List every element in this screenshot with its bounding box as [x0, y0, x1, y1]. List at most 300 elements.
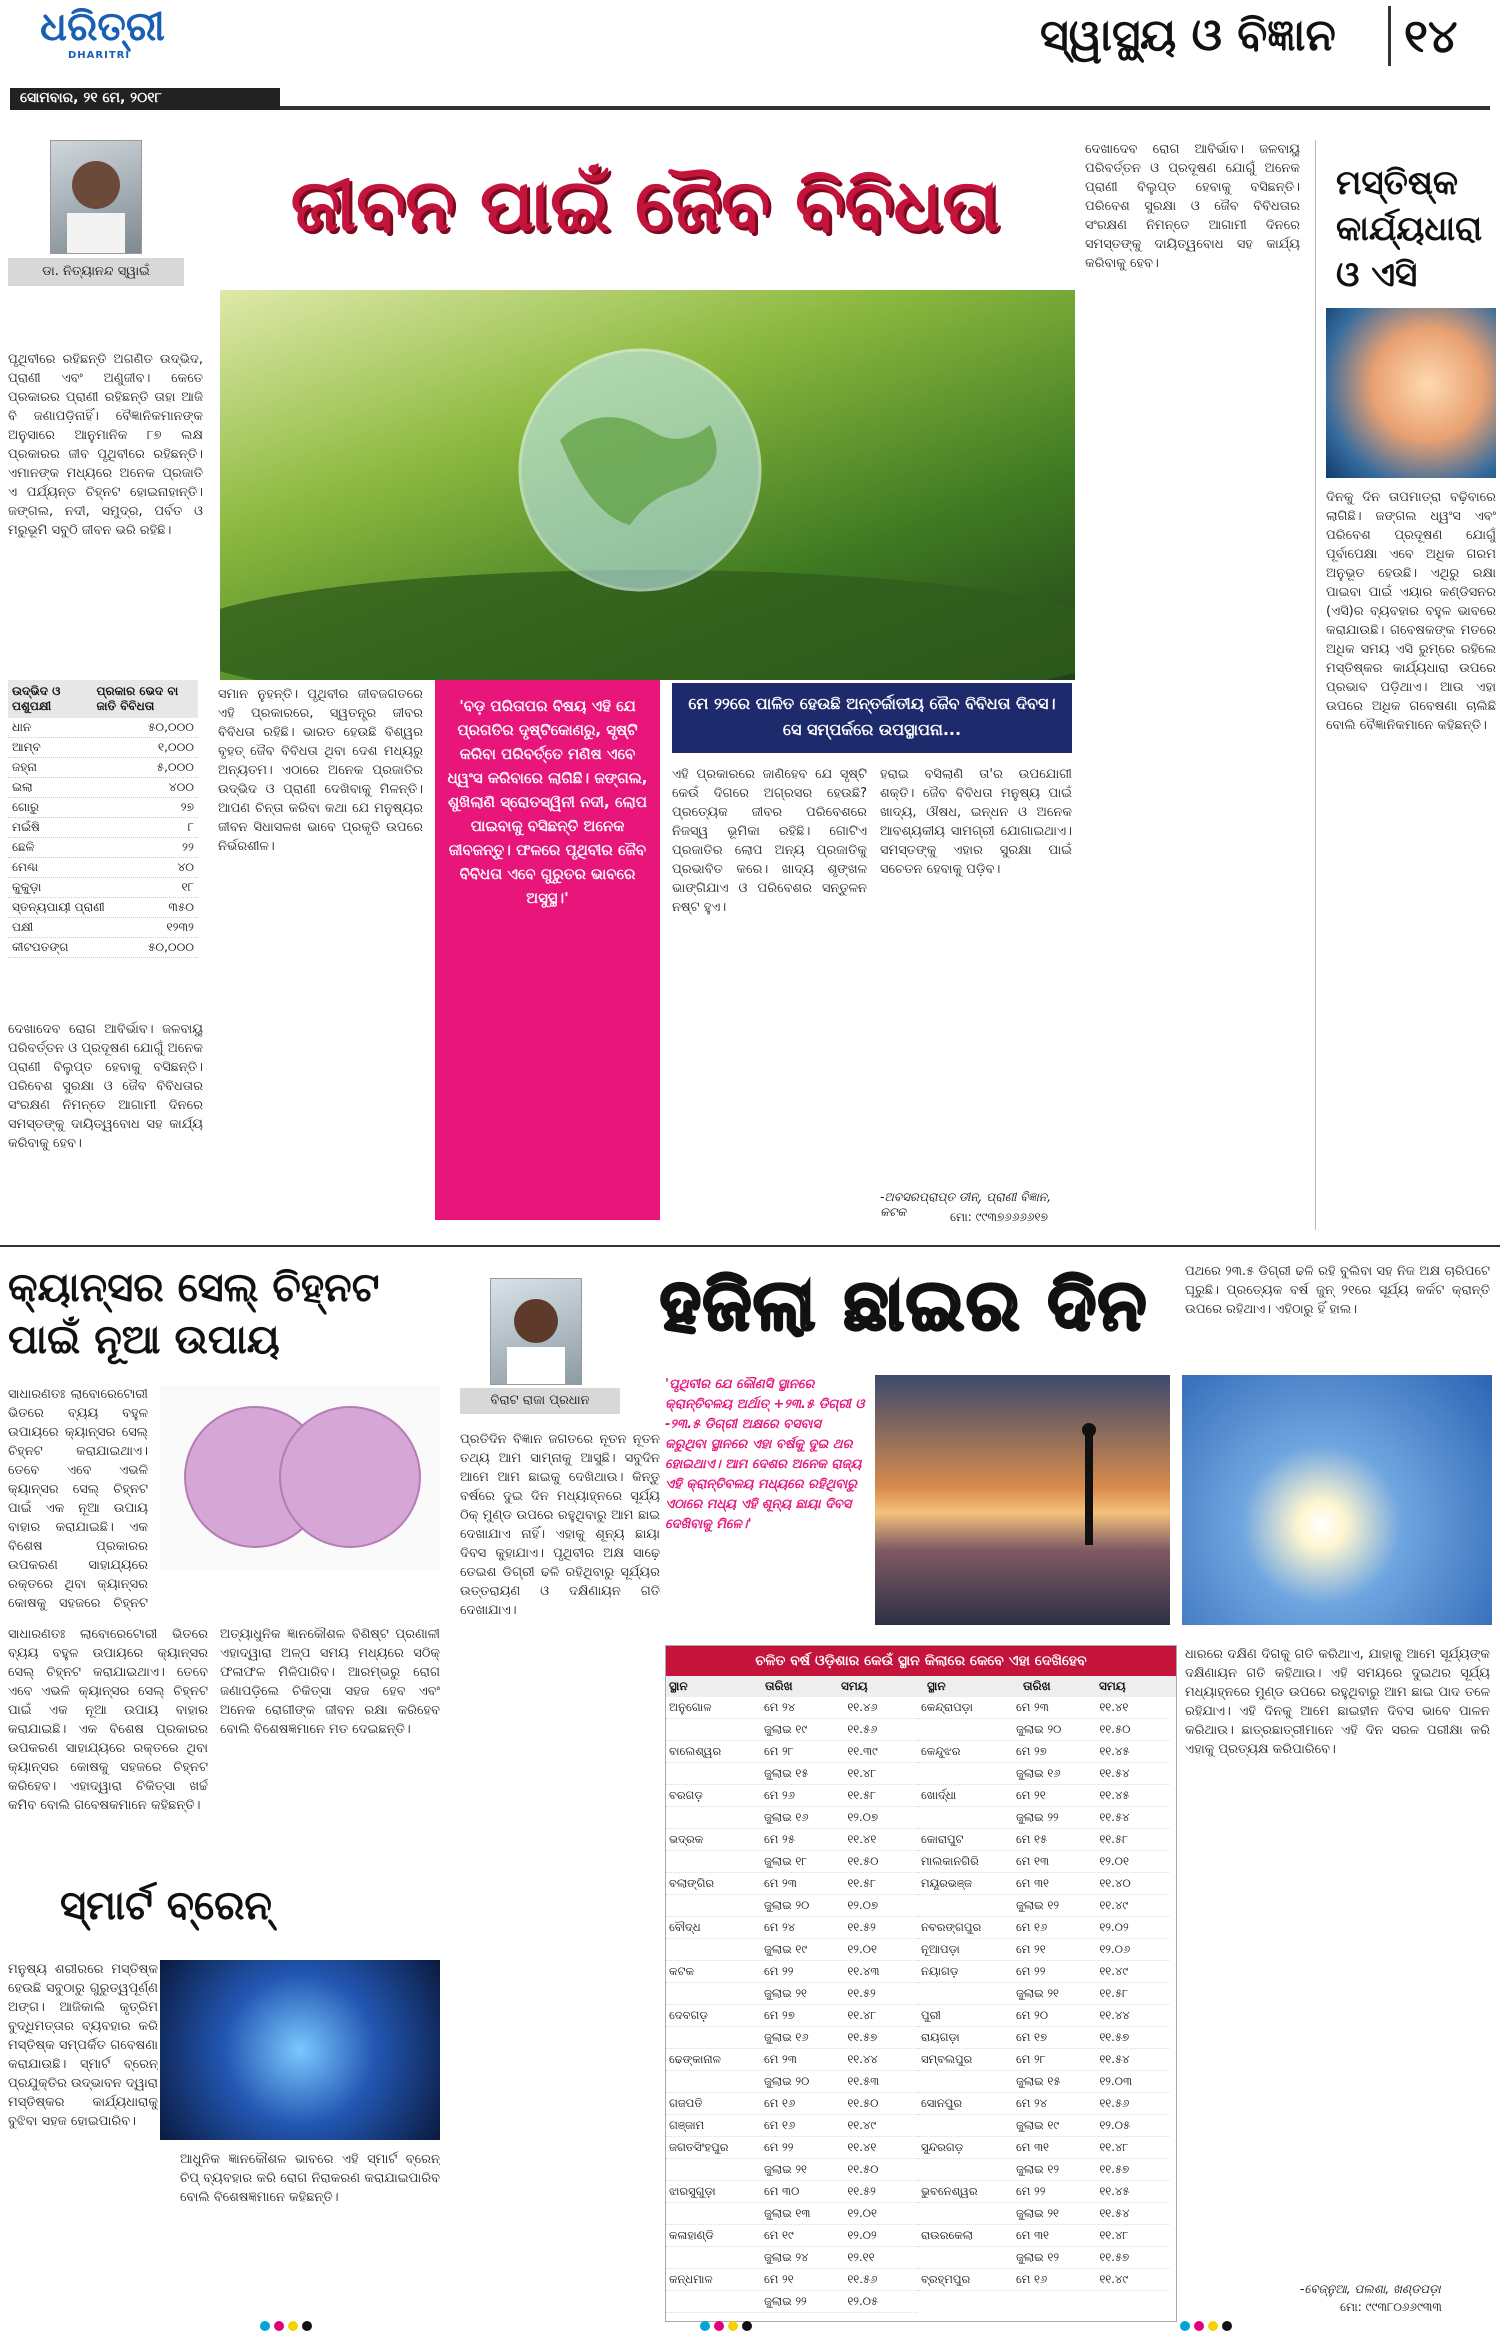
schedule-date: ମେ ୧୫	[1015, 1832, 1048, 1846]
schedule-time: ୧୧.୫୮	[847, 1876, 877, 1890]
schedule-row	[666, 2093, 918, 2115]
species-count: ୧୨୩୨	[166, 920, 194, 934]
schedule-time: ୧୧.୪୩	[847, 1964, 880, 1978]
schedule-row	[918, 2181, 1170, 2203]
schedule-row	[666, 1917, 918, 1939]
schedule-row	[666, 1873, 918, 1895]
schedule-row	[918, 1829, 1170, 1851]
schedule-date: ଜୁଲାଇ ୧୬	[763, 2030, 809, 2044]
species-name: ଛେଳି	[12, 840, 35, 854]
species-table-header: ଉଦ୍ଭିଦ ଓ ପଶୁପକ୍ଷୀ	[12, 684, 61, 713]
schedule-time: ୧୧.୪୦	[1099, 1876, 1131, 1890]
species-table-row	[8, 938, 198, 958]
sidebar-box	[1315, 140, 1500, 1230]
schedule-row	[918, 2269, 1170, 2291]
schedule-place	[666, 1939, 761, 1960]
species-name: ଆମ୍ବ	[12, 740, 41, 754]
species-name: କୁକୁଡ଼ା	[12, 880, 42, 894]
print-marks	[0, 2318, 1500, 2335]
schedule-date: ମେ ୨୩	[763, 1876, 797, 1890]
schedule-place: ବ୍ରହ୍ମପୁର	[921, 2272, 971, 2286]
schedule-row	[666, 1697, 918, 1719]
schedule-date: ମେ ୨୫	[763, 1832, 795, 1846]
schedule-time: ୧୨.୦୭	[847, 1898, 879, 1912]
schedule-date: ମେ ୨୧	[1015, 1942, 1046, 1956]
schedule-date: ଜୁଲାଇ ୧୨	[1015, 2162, 1060, 2176]
schedule-time: ୧୧.୪୯	[1099, 1898, 1129, 1912]
schedule-row	[918, 2115, 1170, 2137]
schedule-date: ମେ ୧୬	[763, 2096, 796, 2110]
schedule-place	[666, 1807, 761, 1828]
schedule-row	[918, 2247, 1170, 2269]
schedule-row	[918, 1697, 1170, 1719]
schedule-time: ୧୧.୫୬	[847, 1722, 878, 1736]
schedule-time: ୧୨.୦୩	[1099, 2074, 1133, 2088]
lead-col1-continued: ଦେଖାଦେବ ରୋଗ ଆବିର୍ଭାବ। ଜଳବାୟୁ ପରିବର୍ତ୍ତନ ଓ ପ୍ରଦୂଷଣ ଯୋଗୁଁ ଅନେକ ପ୍ରାଣୀ ବିଲୁପ୍ତ ହେବାକୁ ବସିଛନ୍ତି। ପରିବେଶ ସୁରକ୍ଷା ଓ ଜୈବ ବିବିଧତାର ସଂରକ୍ଷଣ ନିମନ୍ତେ ଆଗାମୀ ଦିନରେ ସମସ୍ତଙ୍କୁ ଦାୟିତ୍ୱବୋଧ ସହ କାର୍ଯ୍ୟ କରିବାକୁ ହେବ।	[8, 1022, 203, 1151]
schedule-time: ୧୧.୫୦	[1099, 1722, 1131, 1736]
sun-photo	[1182, 1375, 1492, 1625]
schedule-time: ୧୧.୫୭	[1099, 2030, 1130, 2044]
schedule-row	[918, 1939, 1170, 1961]
species-name: ପକ୍ଷୀ	[12, 920, 34, 934]
schedule-date: ମେ ୧୭	[1015, 2030, 1048, 2044]
schedule-row	[918, 2049, 1170, 2071]
schedule-time: ୧୧.୫୮	[1099, 1986, 1129, 2000]
schedule-row	[918, 2071, 1170, 2093]
schedule-place: ବୌଦ୍ଧ	[669, 1920, 701, 1934]
date-text: ସୋମବାର, ୨୧ ମେ, ୨୦୧୮	[20, 90, 162, 106]
schedule-header: ସ୍ଥାନ	[669, 1679, 688, 1693]
species-name: ମଇଁଷି	[12, 820, 40, 834]
shadow-quote: 'ପୃଥିବୀର ଯେ କୌଣସି ସ୍ଥାନରେ କ୍ରାନ୍ତିବଳୟ ଅର୍ଥାତ୍ +୨୩.୫ ଡିଗ୍ରୀ ଓ -୨୩.୫ ଡିଗ୍ରୀ ଅକ୍ଷରେ ବସବାସ କରୁଥିବା ସ୍ଥାନରେ ଏହା ବର୍ଷକୁ ଦୁଇ ଥର ହୋଇଥାଏ। ଆମ ଦେଶର ଅନେକ ରାଜ୍ୟ ଏହି କ୍ରାନ୍ତିବଳୟ ମଧ୍ୟରେ ରହିଥିବାରୁ ଏଠାରେ ମଧ୍ୟ ଏହି ଶୂନ୍ୟ ଛାୟା ଦିବସ ଦେଖିବାକୁ ମିଳେ।'	[665, 1377, 865, 1532]
schedule-row	[666, 2049, 918, 2071]
schedule-time: ୧୧.୫୪	[1099, 1810, 1130, 1824]
schedule-time: ୧୧.୫୪	[1099, 2206, 1130, 2220]
schedule-place: ବାଲେଶ୍ୱର	[669, 1744, 722, 1758]
lead-col4: ହରାଇ ବସିଲାଣି ତା'ର ଉପଯୋଗୀ ଶକ୍ତି। ଜୈବ ବିବିଧତା ମନୁଷ୍ୟ ପାଇଁ ଖାଦ୍ୟ, ଔଷଧ, ଇନ୍ଧନ ଓ ଅନେକ ଆବଶ୍ୟକୀୟ ସାମଗ୍ରୀ ଯୋଗାଇଥାଏ। ସମସ୍ତଙ୍କୁ ଏହାର ସୁରକ୍ଷା ପାଇଁ ସଚେତନ ହେବାକୁ ପଡ଼ିବ।	[880, 767, 1072, 877]
schedule-place	[918, 2247, 1013, 2268]
schedule-row	[666, 1851, 918, 1873]
schedule-date: ମେ ୨୩	[1015, 1700, 1049, 1714]
schedule-date: ଜୁଲାଇ ୧୫	[1015, 2074, 1061, 2088]
schedule-row	[666, 2225, 918, 2247]
schedule-place: ଅନୁଗୋଳ	[669, 1700, 712, 1714]
schedule-time: ୧୧.୫୭	[1099, 2250, 1130, 2264]
schedule-date: ମେ ୧୬	[763, 2118, 796, 2132]
schedule-place: ସମ୍ବଲପୁର	[921, 2052, 973, 2066]
schedule-place: ଢେଙ୍କାନାଳ	[669, 2052, 721, 2066]
schedule-place	[918, 1763, 1013, 1784]
schedule-date: ଜୁଲାଇ ୧୯	[1015, 2118, 1060, 2132]
schedule-time: ୧୧.୫୬	[847, 2272, 878, 2286]
schedule-time: ୧୨.୦୭	[847, 1810, 879, 1824]
lead-col2: ସମାନ ନୁହନ୍ତି। ପୃଥିବୀର ଜୀବଜଗତରେ ଏହି ପ୍ରକାରରେ, ସ୍ୱତନ୍ତ୍ର ଜୀବର ବିବିଧତା ରହିଛି। ଭାରତ ହେଉଛି ବିଶ୍ୱର ବୃହତ୍ ଜୈବ ବିବିଧତା ଥିବା ଦେଶ ମଧ୍ୟରୁ ଅନ୍ୟତମ। ଏଠାରେ ଅନେକ ପ୍ରଜାତିର ଉଦ୍ଭିଦ ଓ ପ୍ରାଣୀ ଦେଖିବାକୁ ମିଳନ୍ତି। ଆପଣ ଚିନ୍ତା କରିବା କଥା ଯେ ମନୁଷ୍ୟର ଜୀବନ ସିଧାସଳଖ ଭାବେ ପ୍ରକୃତି ଉପରେ ନିର୍ଭରଶୀଳ।	[218, 687, 423, 854]
schedule-time: ୧୧.୫୬	[1099, 2096, 1130, 2110]
title-divider	[1388, 6, 1391, 66]
cancer-body: ସାଧାରଣତଃ ଲାବୋରେଟୋରୀ ଭିତରେ ବ୍ୟୟ ବହୁଳ ଉପାୟରେ କ୍ୟାନ୍ସର ସେଲ୍ ଚିହ୍ନଟ କରାଯାଇଥାଏ। ତେବେ ଏବେ ଏଭଳି କ୍ୟାନ୍ସର ସେଲ୍ ଚିହ୍ନଟ ପାଇଁ ଏକ ନୂଆ ଉପାୟ ବାହାର କରାଯାଇଛି। ଏକ ବିଶେଷ ପ୍ରକାରର ଉପକରଣ ସାହାଯ୍ୟରେ ରକ୍ତରେ ଥିବା କ୍ୟାନ୍ସର କୋଷକୁ ସହଜରେ ଚିହ୍ନଟ	[8, 1387, 148, 1611]
schedule-row	[666, 2005, 918, 2027]
schedule-row	[666, 2137, 918, 2159]
schedule-row	[666, 2247, 918, 2269]
schedule-date: ଜୁଲାଇ ୨୧	[763, 2162, 808, 2176]
schedule-row	[666, 1961, 918, 1983]
shadow-body-1: ପ୍ରତିଦିନ ବିଜ୍ଞାନ ଜଗତରେ ନୂତନ ନୂତନ ତଥ୍ୟ ଆମ ସାମ୍ନାକୁ ଆସୁଛି। ସବୁଦିନ ଆମେ ଆମ ଛାଇକୁ ଦେଖିଥାଉ। କିନ୍ତୁ ବର୍ଷରେ ଦୁଇ ଦିନ ମଧ୍ୟାହ୍ନରେ ସୂର୍ଯ୍ୟ ଠିକ୍ ମୁଣ୍ଡ ଉପରେ ରହୁଥିବାରୁ ଆମ ଛାଇ ଦେଖାଯାଏ ନାହିଁ। ଏହାକୁ ଶୂନ୍ୟ ଛାୟା ଦିବସ କୁହାଯାଏ। ପୃଥିବୀର ଅକ୍ଷ ସାଢ଼େ ତେଇଶ ଡିଗ୍ରୀ ଢଳି ରହିଥିବାରୁ ସୂର୍ଯ୍ୟର ଉତ୍ତରାୟଣ ଓ ଦକ୍ଷିଣାୟନ ଗତି ଦେଖାଯାଏ।	[460, 1432, 660, 1618]
schedule-time: ୧୧.୪୯	[1099, 1964, 1129, 1978]
schedule-time: ୧୧.୪୮	[1099, 2140, 1129, 2154]
schedule-row	[918, 2005, 1170, 2027]
schedule-date: ଜୁଲାଇ ୨୧	[1015, 2206, 1060, 2220]
schedule-header: ସ୍ଥାନ	[927, 1679, 946, 1693]
schedule-place: ଦେବଗଡ଼	[669, 2008, 708, 2022]
schedule-time: ୧୧.୪୫	[1099, 2184, 1130, 2198]
schedule-row	[918, 2027, 1170, 2049]
schedule-time: ୧୧.୪୪	[847, 2052, 878, 2066]
schedule-place	[666, 1983, 761, 2004]
schedule-date: ଜୁଲାଇ ୧୬	[763, 1810, 809, 1824]
species-name: ଗୋରୁ	[12, 800, 40, 814]
schedule-date: ଜୁଲାଇ ୨୪	[763, 2250, 809, 2264]
schedule-row	[666, 2181, 918, 2203]
schedule-time: ୧୨.୦୧	[1099, 1854, 1130, 1868]
schedule-place	[666, 2027, 761, 2048]
schedule-time: ୧୧.୫୦	[847, 2096, 879, 2110]
schedule-place: ରାୟଗଡ଼ା	[921, 2030, 960, 2044]
schedule-place	[918, 1895, 1013, 1916]
species-table-row	[8, 818, 198, 838]
schedule-time: ୧୧.୪୯	[847, 2118, 877, 2132]
schedule-time: ୧୧.୪୧	[847, 2140, 877, 2154]
species-count: ୮	[187, 820, 194, 834]
schedule-time: ୧୧.୫୮	[1099, 1832, 1129, 1846]
schedule-date: ଜୁଲାଇ ୧୮	[763, 1854, 808, 1868]
schedule-row	[666, 1741, 918, 1763]
species-table-row	[8, 718, 198, 738]
schedule-place: କେନ୍ଦୁଝର	[921, 1744, 961, 1758]
schedule-row	[666, 1829, 918, 1851]
schedule-time: ୧୧.୪୯	[1099, 2272, 1129, 2286]
schedule-date: ଜୁଲାଇ ୨୦	[1015, 1722, 1062, 1736]
species-table-body	[8, 718, 198, 958]
cancer-body-3: ଅତ୍ୟାଧୁନିକ ଜ୍ଞାନକୌଶଳ ବିଶିଷ୍ଟ ପ୍ରଣାଳୀ ଏହାଦ୍ୱାରା ଅଳ୍ପ ସମୟ ମଧ୍ୟରେ ସଠିକ୍ ଫଳାଫଳ ମିଳିପାରିବ। ଆରମ୍ଭରୁ ରୋଗ ଜଣାପଡ଼ିଲେ ଚିକିତ୍ସା ସହଜ ହେବ ଏବଂ ଅନେକ ରୋଗୀଙ୍କ ଜୀବନ ରକ୍ଷା କରିହେବ ବୋଲି ବିଶେଷଜ୍ଞମାନେ ମତ ଦେଇଛନ୍ତି।	[220, 1627, 440, 1737]
schedule-place	[666, 2159, 761, 2180]
schedule-time: ୧୧.୪୮	[1099, 2228, 1129, 2242]
species-table-header: ପ୍ରକାର ଭେଦ ବା ଜାତି ବିବିଧତା	[96, 684, 179, 713]
schedule-date: ମେ ୧୯	[763, 2228, 794, 2242]
schedule-place: ଝାରସୁଗୁଡ଼ା	[669, 2184, 716, 2198]
schedule-row	[666, 2027, 918, 2049]
schedule-time: ୧୧.୫୪	[1099, 2052, 1130, 2066]
species-count: ୨୨	[182, 840, 194, 854]
schedule-date: ଜୁଲାଇ ୨୨	[1015, 1810, 1059, 1824]
shadow-body-3: ଧାରରେ ଦକ୍ଷିଣ ଦିଗକୁ ଗତି କରିଥାଏ, ଯାହାକୁ ଆମେ ସୂର୍ଯ୍ୟଙ୍କ ଦକ୍ଷିଣାୟନ ଗତି କହିଥାଉ। ଏହି ସମୟରେ ଦୁଇଥର ସୂର୍ଯ୍ୟ ମଧ୍ୟାହ୍ନରେ ମୁଣ୍ଡ ଉପରେ ରହୁଥିବାରୁ ଆମ ଛାଇ ପାଦ ତଳେ ରହିଯାଏ। ଏହି ଦିନକୁ ଆମେ ଛାଇହୀନ ଦିବସ ଭାବେ ପାଳନ କରିଥାଉ। ଛାତ୍ରଛାତ୍ରୀମାନେ ଏହି ଦିନ ସରଳ ପରୀକ୍ଷା କରି ଏହାକୁ ପ୍ରତ୍ୟକ୍ଷ କରିପାରିବେ।	[1185, 1647, 1490, 1757]
schedule-date: ଜୁଲାଇ ୨୦	[763, 2074, 810, 2088]
globe-photo	[220, 290, 1075, 680]
schedule-time: ୧୧.୫୪	[1099, 1766, 1130, 1780]
shadow-author-name: ବିରାଟ ରାଜା ପ୍ରଧାନ	[460, 1388, 620, 1414]
schedule-place	[918, 2071, 1013, 2092]
schedule-row	[918, 1807, 1170, 1829]
schedule-place	[918, 2115, 1013, 2136]
species-table-row	[8, 778, 198, 798]
schedule-place: ଖୋର୍ଦ୍ଧା	[921, 1788, 957, 1802]
schedule-row	[666, 1785, 918, 1807]
schedule-place	[666, 2071, 761, 2092]
schedule-header: ତାରିଖ	[1023, 1679, 1051, 1693]
schedule-date: ମେ ୨୨	[1015, 2184, 1046, 2198]
schedule-date: ମେ ୨୨	[763, 1964, 794, 1978]
species-table-row	[8, 758, 198, 778]
species-table-row	[8, 738, 198, 758]
schedule-row	[666, 1807, 918, 1829]
schedule-place	[666, 2291, 761, 2312]
lead-col1: ପୃଥିବୀରେ ରହିଛନ୍ତି ଅଗଣିତ ଉଦ୍ଭିଦ, ପ୍ରାଣୀ ଏବଂ ଅଣୁଜୀବ। କେତେ ପ୍ରକାରର ପ୍ରାଣୀ ରହିଛନ୍ତି ତାହା ଆଜି ବି ଜଣାପଡ଼ିନାହିଁ। ବୈଜ୍ଞାନିକମାନଙ୍କ ଅନୁସାରେ ଆନୁମାନିକ ୮୭ ଲକ୍ଷ ପ୍ରକାରର ଜୀବ ପୃଥିବୀରେ ରହିଛନ୍ତି। ଏମାନଙ୍କ ମଧ୍ୟରେ ଅନେକ ପ୍ରଜାତି ଏ ପର୍ଯ୍ୟନ୍ତ ଚିହ୍ନଟ ହୋଇନାହାନ୍ତି। ଜଙ୍ଗଲ, ନଦୀ, ସମୁଦ୍ର, ପର୍ବତ ଓ ମରୁଭୂମି ସବୁଠି ଜୀବନ ଭରି ରହିଛି।	[8, 352, 203, 538]
schedule-header: ସମୟ	[841, 1679, 868, 1693]
schedule-date: ମେ ୨୦	[1015, 2008, 1049, 2022]
cancer-body-2: ସାଧାରଣତଃ ଲାବୋରେଟୋରୀ ଭିତରେ ବ୍ୟୟ ବହୁଳ ଉପାୟରେ କ୍ୟାନ୍ସର ସେଲ୍ ଚିହ୍ନଟ କରାଯାଇଥାଏ। ତେବେ ଏବେ ଏଭଳି କ୍ୟାନ୍ସର ସେଲ୍ ଚିହ୍ନଟ ପାଇଁ ଏକ ନୂଆ ଉପାୟ ବାହାର କରାଯାଇଛି। ଏକ ବିଶେଷ ପ୍ରକାରର ଉପକରଣ ସାହାଯ୍ୟରେ ରକ୍ତରେ ଥିବା କ୍ୟାନ୍ସର କୋଷକୁ ସହଜରେ ଚିହ୍ନଟ କରିହେବ। ଏହାଦ୍ୱାରା ଚିକିତ୍ସା ଖର୍ଚ୍ଚ କମିବ ବୋଲି ଗବେଷକମାନେ କହିଛନ୍ତି।	[8, 1627, 208, 1813]
species-count: ୧୮	[181, 880, 194, 894]
schedule-place: ପୁରୀ	[921, 2008, 941, 2022]
schedule-time: ୧୧.୪୮	[847, 1766, 877, 1780]
schedule-row	[918, 2203, 1170, 2225]
schedule-place: ଭୁବନେଶ୍ୱର	[921, 2184, 978, 2198]
masthead	[0, 0, 1500, 80]
schedule-date: ଜୁଲାଇ ୨୧	[1015, 1986, 1060, 2000]
section-divider	[0, 1245, 1500, 1247]
schedule-date: ମେ ୧୩	[1015, 1854, 1050, 1868]
schedule-row	[666, 2159, 918, 2181]
lead-strap-text: ମେ ୨୨ରେ ପାଳିତ ହେଉଛି ଅନ୍ତର୍ଜାତୀୟ ଜୈବ ବିବିଧତା ଦିବସ। ସେ ସମ୍ପର୍କରେ ଉପସ୍ଥାପନା...	[688, 694, 1056, 739]
schedule-row	[918, 1895, 1170, 1917]
species-count: ୫୦,୦୦୦	[147, 720, 194, 734]
lead-headline: ଜୀବନ ପାଇଁ ଜୈବ ବିବିଧତା	[290, 163, 1000, 247]
schedule-right	[918, 1697, 1170, 2313]
schedule-date: ମେ ୨୪	[763, 1700, 796, 1714]
sunset-photo	[875, 1375, 1170, 1625]
schedule-date: ମେ ୨୨	[1015, 1964, 1046, 1978]
schedule-row	[918, 1917, 1170, 1939]
lead-col5: ଦେଖାଦେବ ରୋଗ ଆବିର୍ଭାବ। ଜଳବାୟୁ ପରିବର୍ତ୍ତନ ଓ ପ୍ରଦୂଷଣ ଯୋଗୁଁ ଅନେକ ପ୍ରାଣୀ ବିଲୁପ୍ତ ହେବାକୁ ବସିଛନ୍ତି। ପରିବେଶ ସୁରକ୍ଷା ଓ ଜୈବ ବିବିଧତାର ସଂରକ୍ଷଣ ନିମନ୍ତେ ଆଗାମୀ ଦିନରେ ସମସ୍ତଙ୍କୁ ଦାୟିତ୍ୱବୋଧ ସହ କାର୍ଯ୍ୟ କରିବାକୁ ହେବ।	[1085, 142, 1300, 271]
species-name: ଧାନ	[12, 720, 32, 734]
schedule-date: ଜୁଲାଇ ୨୦	[763, 1898, 810, 1912]
schedule-time: ୧୨.୧୧	[847, 2250, 875, 2264]
date-strip	[0, 88, 1500, 110]
schedule-row	[918, 1983, 1170, 2005]
schedule-title: ଚଳିତ ବର୍ଷ ଓଡ଼ିଶାର କେଉଁ ସ୍ଥାନ କିଲାରେ କେବେ ଏହା ଦେଖିହେବ	[666, 1646, 1176, 1676]
schedule-time: ୧୧.୫୩	[847, 2074, 880, 2088]
schedule-place: ରାଉରକେଲା	[921, 2228, 973, 2242]
author-name: ଡା. ନିତ୍ୟାନନ୍ଦ ସ୍ୱାଇଁ	[8, 258, 184, 286]
schedule-date: ଜୁଲାଇ ୧୬	[1015, 1766, 1061, 1780]
smart-brain-image	[160, 1960, 440, 2140]
species-table	[8, 680, 198, 958]
schedule-place	[666, 1719, 761, 1740]
schedule-time: ୧୨.୦୫	[847, 2294, 879, 2308]
schedule-header: ତାରିଖ	[765, 1679, 793, 1693]
shadow-byline: -ବେଜ୍ନୁଆ, ପଲଶା, ଖଣ୍ଡପଡ଼ା	[1300, 2282, 1441, 2296]
schedule-place	[666, 2203, 761, 2224]
schedule-date: ମେ ୩୦	[763, 2184, 800, 2198]
schedule-place	[666, 2247, 761, 2268]
schedule-row	[666, 1895, 918, 1917]
schedule-date: ମେ ୩୧	[1015, 2228, 1050, 2242]
schedule-row	[666, 1763, 918, 1785]
schedule-place: ମାଲକାନଗିରି	[921, 1854, 979, 1868]
schedule-row	[918, 1741, 1170, 1763]
schedule-time: ୧୧.୫୭	[1099, 2162, 1130, 2176]
lead-quote-box	[435, 680, 660, 1220]
schedule-date: ମେ ୩୧	[1015, 2140, 1050, 2154]
schedule-time: ୧୧.୪୧	[1099, 1700, 1129, 1714]
schedule-time: ୧୧.୩୯	[847, 1744, 878, 1758]
species-name: ମେଣ୍ଢା	[12, 860, 39, 874]
species-count: ୪୦୦	[168, 780, 194, 794]
shadow-author-photo	[490, 1278, 582, 1385]
schedule-place: କଟକ	[669, 1964, 694, 1978]
species-name: ସ୍ତନ୍ୟପାୟୀ ପ୍ରାଣୀ	[12, 900, 105, 914]
species-count: ୨୭	[180, 800, 194, 814]
schedule-date: ମେ ୨୪	[763, 1920, 796, 1934]
schedule-row	[666, 1983, 918, 2005]
lead-col3: ଏହି ପ୍ରକାରରେ ଜାଣିହେବ ଯେ ସୃଷ୍ଟି କେଉଁ ଦିଗରେ ଅଗ୍ରସର ହେଉଛି? ପ୍ରତ୍ୟେକ ଜୀବର ପରିବେଶରେ ନିଜସ୍ୱ ଭୂମିକା ରହିଛି। ଗୋଟିଏ ପ୍ରଜାତିର ଲୋପ ଅନ୍ୟ ପ୍ରଜାତିକୁ ପ୍ରଭାବିତ କରେ। ଖାଦ୍ୟ ଶୃଙ୍ଖଳ ଭାଙ୍ଗିଯାଏ ଓ ପରିବେଶର ସନ୍ତୁଳନ ନଷ୍ଟ ହୁଏ।	[672, 767, 867, 915]
schedule-date: ମେ ୨୩	[763, 2052, 797, 2066]
sidebar-body: ଦିନକୁ ଦିନ ତାପମାତ୍ରା ବଢ଼ିବାରେ ଲାଗିଛି। ଜଙ୍ଗଲ ଧ୍ୱଂସ ଏବଂ ପରିବେଶ ପ୍ରଦୂଷଣ ଯୋଗୁଁ ପୂର୍ବାପେକ୍ଷା ଏବେ ଅଧିକ ଗରମ ଅନୁଭୂତ ହେଉଛି। ଏଥିରୁ ରକ୍ଷା ପାଇବା ପାଇଁ ଏୟାର କଣ୍ଡିସନର (ଏସି)ର ବ୍ୟବହାର ବହୁଳ ଭାବରେ କରାଯାଉଛି। ଗବେଷକଙ୍କ ମତରେ ଅଧିକ ସମୟ ଏସି ରୁମ୍‌ରେ ରହିଲେ ମସ୍ତିଷ୍କର କାର୍ଯ୍ୟଧାରା ଉପରେ ପ୍ରଭାବ ପଡ଼ିଥାଏ। ଆଉ ଏହା ଉପରେ ଅଧିକ ଗବେଷଣା ଚାଲିଛି ବୋଲି ବୈଜ୍ଞାନିକମାନେ କହିଛନ୍ତି।	[1326, 490, 1496, 733]
sidebar-title: ମସ୍ତିଷ୍କ କାର୍ଯ୍ୟଧାରା ଓ ଏସି	[1336, 163, 1483, 295]
schedule-row	[666, 2071, 918, 2093]
schedule-time: ୧୧.୫୨	[847, 1920, 876, 1934]
shadow-headline: ହଜିଲା ଛାଇର ଦିନ	[660, 1264, 1149, 1346]
schedule-date: ମେ ୩୧	[1015, 1876, 1050, 1890]
schedule-row	[918, 1851, 1170, 1873]
schedule-place: ନୂଆପଡ଼ା	[921, 1942, 960, 1956]
smart-body: ମନୁଷ୍ୟ ଶରୀରରେ ମସ୍ତିଷ୍କ ହେଉଛି ସବୁଠାରୁ ଗୁରୁତ୍ୱପୂର୍ଣ୍ଣ ଅଙ୍ଗ। ଆଜିକାଲି କୃତ୍ରିମ ବୁଦ୍ଧିମତ୍ତାର ବ୍ୟବହାର କରି ମସ୍ତିଷ୍କ ସମ୍ପର୍କିତ ଗବେଷଣା କରାଯାଉଛି। ସ୍ମାର୍ଟ ବ୍ରେନ୍ ପ୍ରଯୁକ୍ତିର ଉଦ୍ଭାବନ ଦ୍ୱାରା ମସ୍ତିଷ୍କର କାର୍ଯ୍ୟଧାରାକୁ ବୁଝିବା ସହଜ ହୋଇପାରିବ।	[8, 1962, 158, 2129]
schedule-date: ମେ ୨୬	[763, 1788, 795, 1802]
schedule-left	[666, 1697, 918, 2313]
schedule-time: ୧୨.୦୧	[847, 2206, 878, 2220]
species-count: ୩୫୦	[168, 900, 194, 914]
smart-body-2: ଆଧୁନିକ ଜ୍ଞାନକୌଶଳ ଭାବରେ ଏହି ସ୍ମାର୍ଟ ବ୍ରେନ୍ ଚିପ୍ ବ୍ୟବହାର କରି ରୋଗ ନିରାକରଣ କରାଯାଇପାରିବ ବୋଲି ବିଶେଷଜ୍ଞମାନେ କହିଛନ୍ତି।	[180, 2152, 440, 2205]
schedule-place	[918, 2203, 1013, 2224]
schedule-date: ମେ ୨୮	[1015, 2052, 1046, 2066]
schedule-row	[918, 1785, 1170, 1807]
schedule-time: ୧୧.୫୨	[847, 2184, 876, 2198]
schedule-date: ଜୁଲାଇ ୨୧	[763, 1986, 808, 2000]
schedule-time: ୧୨.୦୧	[847, 1942, 878, 1956]
schedule-row	[666, 2269, 918, 2291]
species-count: ୫,୦୦୦	[156, 760, 194, 774]
schedule-time: ୧୧.୫୦	[847, 2162, 879, 2176]
schedule-time: ୧୧.୪୧	[847, 1832, 877, 1846]
schedule-date: ଜୁଲାଇ ୧୩	[763, 2206, 811, 2220]
schedule-time: ୧୧.୪୫	[1099, 1788, 1130, 1802]
logo-sub: DHARITRI	[68, 50, 131, 61]
species-table-row	[8, 918, 198, 938]
schedule-place: ଗଞ୍ଜାମ	[669, 2118, 705, 2132]
schedule-time: ୧୨.୦୨	[1099, 1920, 1129, 1934]
schedule-time: ୧୨.୦୫	[1099, 2118, 1131, 2132]
lead-byline: -ଅବସରପ୍ରାପ୍ତ ଡୀନ୍, ପ୍ରାଣୀ ବିଜ୍ଞାନ, କଟକ	[880, 1190, 1051, 1219]
schedule-date: ଜୁଲାଇ ୧୯	[763, 1942, 808, 1956]
schedule-time: ୧୧.୪୬	[847, 1700, 878, 1714]
schedule-place: କଳାହାଣ୍ଡି	[669, 2228, 714, 2242]
schedule-place: ନୟାଗଡ଼	[921, 1964, 959, 1978]
schedule-row	[666, 2203, 918, 2225]
schedule-place	[918, 1807, 1013, 1828]
schedule-place: କୋରାପୁଟ	[921, 1832, 964, 1846]
schedule-place	[918, 2159, 1013, 2180]
schedule-place	[666, 1851, 761, 1872]
schedule-date: ମେ ୨୧	[1015, 1788, 1046, 1802]
schedule-place: ବରଗଡ଼	[669, 1788, 703, 1802]
schedule-row	[918, 2137, 1170, 2159]
species-name: କୀଟପତଙ୍ଗ	[12, 940, 69, 954]
schedule-time: ୧୨.୦୬	[1099, 1942, 1131, 1956]
schedule-place	[918, 1719, 1013, 1740]
logo[interactable]	[40, 4, 180, 64]
schedule-row	[666, 1939, 918, 1961]
species-table-row	[8, 878, 198, 898]
schedule-date: ଜୁଲାଇ ୨୨	[763, 2294, 807, 2308]
schedule-date: ମେ ୨୭	[1015, 1744, 1047, 1758]
schedule-row	[918, 1763, 1170, 1785]
schedule-row	[918, 1719, 1170, 1741]
schedule-time: ୧୧.୪୪	[1099, 2008, 1130, 2022]
schedule-place: ଜଗତସିଂହପୁର	[669, 2140, 729, 2154]
schedule-place	[918, 1983, 1013, 2004]
species-name: ଇଲା	[12, 780, 33, 794]
page-number: ୧୪	[1404, 9, 1458, 63]
schedule-place: ମୟୂରଭଞ୍ଜ	[921, 1876, 972, 1890]
schedule-row	[918, 2225, 1170, 2247]
schedule-time: ୧୧.୫୨	[847, 1986, 876, 2000]
schedule-row	[918, 1961, 1170, 1983]
schedule-date: ଜୁଲାଇ ୧୫	[763, 1766, 809, 1780]
schedule-row	[918, 2093, 1170, 2115]
lead-phone: ମୋ: ୯୯୩୭୬୬୬୬୧୭	[950, 1210, 1049, 1224]
schedule-header: ସମୟ	[1099, 1679, 1126, 1693]
schedule-date: ମେ ୨୮	[763, 1744, 794, 1758]
schedule-date: ମେ ୨୧	[763, 2272, 794, 2286]
schedule-place	[666, 1895, 761, 1916]
schedule-table	[665, 1645, 1177, 2322]
schedule-place	[666, 1763, 761, 1784]
logo-text: ଧରିତ୍ରୀ	[40, 4, 165, 50]
schedule-date: ମେ ୨୨	[763, 2140, 794, 2154]
species-table-row	[8, 898, 198, 918]
cancer-headline: କ୍ୟାନ୍ସର ସେଲ୍ ଚିହ୍ନଟ ପାଇଁ ନୂଆ ଉପାୟ	[8, 1265, 380, 1363]
species-count: ୧,୦୦୦	[157, 740, 194, 754]
species-count: ୪୦	[177, 860, 194, 874]
brain-photo	[1326, 308, 1496, 478]
schedule-place: ଗଜପତି	[669, 2096, 703, 2110]
lead-strap	[672, 683, 1072, 753]
schedule-date: ମେ ୧୬	[1015, 2272, 1048, 2286]
schedule-time: ୧୧.୪୮	[847, 2008, 877, 2022]
schedule-row	[918, 1873, 1170, 1895]
shadow-phone: ମୋ: ୯୯୩୮୦୬୬୯୩୩	[1340, 2300, 1442, 2314]
lead-quote: 'ବଡ଼ ପରିତାପର ବିଷୟ ଏହି ଯେ ପ୍ରଗତିର ଦୃଷ୍ଟିକୋଣରୁ, ସୃଷ୍ଟି କରିବା ପରିବର୍ତ୍ତେ ମଣିଷ ଏବେ ଧ୍ୱଂସ କରିବାରେ ଲାଗିଛି। ଜଙ୍ଗଲ, ଶୁଖିଲାଣି ସ୍ରୋତସ୍ୱିନୀ ନଦୀ, ଲୋପ ପାଇବାକୁ ବସିଛନ୍ତି ଅନେକ ଜୀବଜନ୍ତୁ। ଫଳରେ ପୃଥିବୀର ଜୈବ ବିବିଧତା ଏବେ ଗୁରୁତର ଭାବରେ ଅସୁସ୍ଥ।'	[447, 697, 648, 907]
schedule-place: କନ୍ଧମାଳ	[669, 2272, 713, 2286]
species-name: ଜହ୍ନା	[12, 760, 37, 774]
schedule-place: କେନ୍ଦ୍ରାପଡ଼ା	[921, 1700, 973, 1714]
shadow-body-top: ପଥରେ ୨୩.୫ ଡିଗ୍ରୀ ଢଳି ରହି ବୁଲିବା ସହ ନିଜ ଅକ୍ଷ ଚାରିପଟେ ଘୂରୁଛି। ପ୍ରତ୍ୟେକ ବର୍ଷ ଜୁନ୍ ୨୧ରେ ସୂର୍ଯ୍ୟ କର୍କଟ କ୍ରାନ୍ତି ଉପରେ ରହିଥାଏ। ଏହିଠାରୁ ହିଁ ହାଲ।	[1185, 1264, 1490, 1317]
schedule-place: ସୋନପୁର	[921, 2096, 963, 2110]
species-count: ୫୦,୦୦୦	[147, 940, 194, 954]
schedule-place: ବଲାଙ୍ଗିର	[669, 1876, 715, 1890]
schedule-date: ମେ ୧୬	[1015, 1920, 1048, 1934]
schedule-row	[666, 2115, 918, 2137]
schedule-time: ୧୧.୫୮	[847, 1788, 877, 1802]
schedule-date: ଜୁଲାଇ ୧୯	[763, 1722, 808, 1736]
